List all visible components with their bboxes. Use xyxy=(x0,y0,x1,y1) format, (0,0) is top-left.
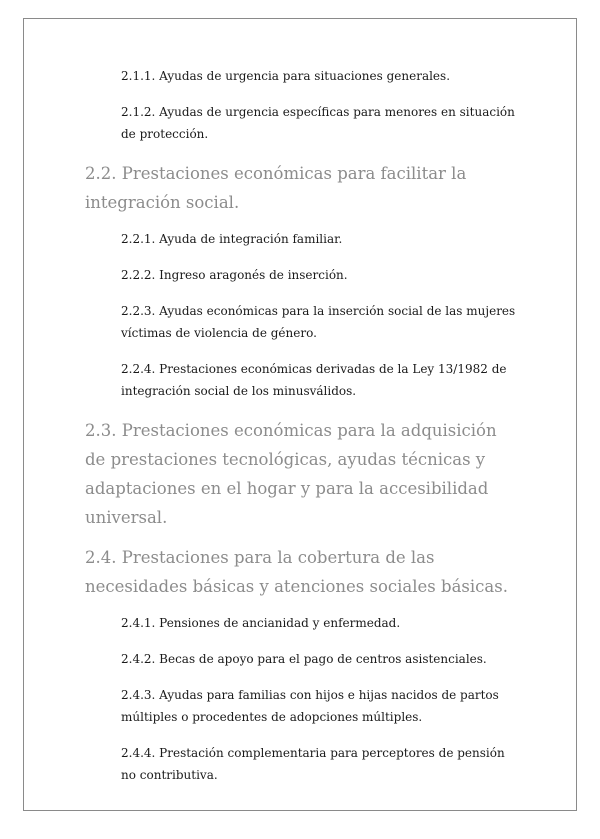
document-page xyxy=(23,18,577,811)
subsection-2-1-2: 2.1.2. Ayudas de urgencia específicas para menores en situación de protección. xyxy=(121,105,515,141)
subsection-2-4-1: 2.4.1. Pensiones de ancianidad y enfermedad. xyxy=(121,616,401,630)
document-body xyxy=(85,65,517,800)
section-heading-2-3: 2.3. Prestaciones económicas para la adquisición de prestaciones tecnológicas, ayudas técnicas y adaptaciones en el hogar y para la accesibilidad universal. xyxy=(85,421,497,527)
subsection-2-1-1: 2.1.1. Ayudas de urgencia para situaciones generales. xyxy=(121,69,451,83)
subsection-2-2-4: 2.2.4. Prestaciones económicas derivadas de la Ley 13/1982 de integración social de los minusválidos. xyxy=(121,362,507,398)
subsection-2-4-2: 2.4.2. Becas de apoyo para el pago de centros asistenciales. xyxy=(121,652,487,666)
subsection-2-2-2: 2.2.2. Ingreso aragonés de inserción. xyxy=(121,268,348,282)
section-heading-2-4: 2.4. Prestaciones para la cobertura de las necesidades básicas y atenciones sociales básicas. xyxy=(85,548,508,596)
subsection-2-2-3: 2.2.3. Ayudas económicas para la inserción social de las mujeres víctimas de violencia de género. xyxy=(121,304,516,340)
subsection-2-4-4: 2.4.4. Prestación complementaria para perceptores de pensión no contributiva. xyxy=(121,746,505,782)
subsection-2-4-3: 2.4.3. Ayudas para familias con hijos e hijas nacidos de partos múltiples o procedentes de adopciones múltiples. xyxy=(121,688,499,724)
section-heading-2-2: 2.2. Prestaciones económicas para facilitar la integración social. xyxy=(85,164,467,212)
subsection-2-2-1: 2.2.1. Ayuda de integración familiar. xyxy=(121,232,343,246)
